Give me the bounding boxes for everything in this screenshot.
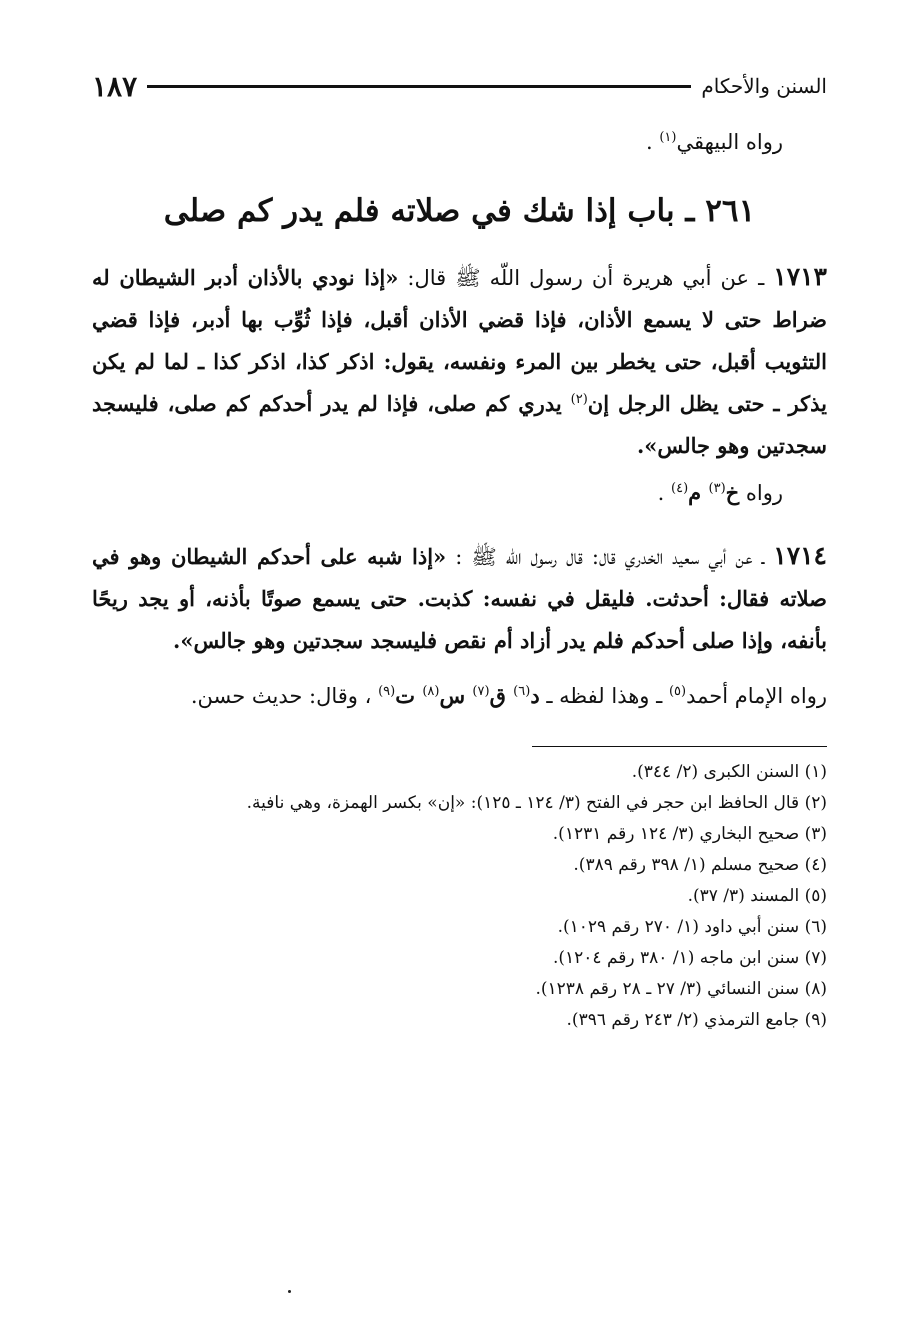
hadith-separator: ـ <box>749 266 774 290</box>
riwaya-prefix: رواه <box>739 481 783 505</box>
intro-tail: . <box>645 130 660 154</box>
footnote-marker-4: (٤) <box>671 481 689 496</box>
footnote-item: (٨) سنن النسائي (٣/ ٢٧ ـ ٢٨ رقم ١٢٣٨). <box>535 979 827 999</box>
footnote-marker-1: (١) <box>659 130 677 145</box>
hadith-intro: عن أبي سعيد الخدري قال: قال رسول اللّه ﷺ : <box>446 545 753 569</box>
footnote-item: (٣) صحيح البخاري (٣/ ١٢٤ رقم ١٢٣١). <box>552 824 827 844</box>
footnote-item: (٤) صحيح مسلم (١/ ٣٩٨ رقم ٣٨٩). <box>573 855 827 875</box>
footnote-marker-5: (٥) <box>668 684 687 699</box>
source-q: ق <box>489 683 514 708</box>
hadith-number: ١٧١٣ <box>773 262 827 291</box>
intro-text: رواه البيهقي <box>676 130 783 154</box>
footnote-item: (٧) سنن ابن ماجه (١/ ٣٨٠ رقم ١٢٠٤). <box>552 948 827 968</box>
riwaya-tail: . <box>657 481 672 505</box>
footnote-item: (١) السنن الكبرى (٢/ ٣٤٤). <box>631 762 827 782</box>
footnote-marker-2: (٢) <box>570 392 588 407</box>
footnote-divider <box>532 746 827 747</box>
running-title: السنن والأحكام <box>701 74 827 98</box>
footnote-item: (٩) جامع الترمذي (٢/ ٢٤٣ رقم ٣٩٦). <box>566 1010 827 1030</box>
footnote-marker-7: (٧) <box>472 684 490 699</box>
hadith-1713 <box>92 256 827 467</box>
chapter-heading <box>92 188 827 234</box>
hadith-text: «إذا شبه على أحدكم الشيطان وهو في صلاته فقال: أحدثت. فليقل في نفسه: كذبت. حتى يسمع صوتًا بأذنه، أو يجد ريحًا بأنفه، وإذا صلى أحدكم فلم يدر أزاد أم نقص فليسجد سجدتين وهو جالس». <box>92 544 827 653</box>
source-m: م <box>688 480 709 505</box>
chapter-title: باب إذا شك في صلاته فلم يدر كم صلى <box>163 193 675 229</box>
running-header <box>92 66 827 106</box>
print-speck <box>288 1290 291 1293</box>
footnote-marker-9: (٩) <box>378 684 396 699</box>
hadith-separator: ـ <box>752 545 774 569</box>
chapter-number: ٢٦١ <box>705 193 756 229</box>
footnote-item: (٢) قال الحافظ ابن حجر في الفتح (٣/ ١٢٤ ـ ١٢٥): «إن» بكسر الهمزة، وهي نافية. <box>246 793 827 813</box>
source-kh: خ <box>725 480 740 505</box>
hadith-text: «إذا نودي بالأذان أدبر الشيطان له ضراط حتى لا يسمع الأذان، فإذا قضي الأذان أقبل، فإذا ثُوِّب بها أدبر، فإذا قضي التثويب أقبل، حتى يخطر بين المرء ونفسه، يقول: اذكر كذا، اذكر كذا ـ لما لم يكن يذكر ـ حتى يظل الرجل إن <box>92 265 827 416</box>
footnote-item: (٦) سنن أبي داود (١/ ٢٧٠ رقم ١٠٢٩). <box>557 917 827 937</box>
hadith-intro: عن أبي هريرة أن رسول اللّه ﷺ قال: <box>398 266 750 290</box>
hadith-text-continued: يدري كم صلى، فإذا لم يدر أحدكم كم صلى، فليسجد سجدتين وهو جالس». <box>92 391 827 458</box>
riwaya-mid: ـ وهذا لفظه ـ <box>539 684 669 708</box>
riwaya-prefix: رواه الإمام أحمد <box>686 684 827 708</box>
intro-line <box>92 122 827 162</box>
header-rule <box>147 85 691 88</box>
riwaya-1713 <box>92 473 827 513</box>
footnote-marker-8: (٨) <box>422 684 440 699</box>
source-s: س <box>439 683 473 708</box>
footnote-marker-6: (٦) <box>513 684 531 699</box>
footnotes <box>92 757 827 1036</box>
riwaya-1714 <box>92 674 827 718</box>
footnote-marker-3: (٣) <box>708 481 726 496</box>
book-page <box>92 66 827 1036</box>
page-number: ١٨٧ <box>92 69 138 103</box>
chapter-separator: ـ <box>674 193 706 229</box>
hadith-1714 <box>92 535 827 662</box>
source-t: ت <box>395 683 423 708</box>
hadith-number: ١٧١٤ <box>773 541 827 570</box>
footnote-item: (٥) المسند (٣/ ٣٧). <box>687 886 827 906</box>
riwaya-tail: ، وقال: حديث حسن. <box>190 684 379 708</box>
source-d: د <box>530 683 540 708</box>
